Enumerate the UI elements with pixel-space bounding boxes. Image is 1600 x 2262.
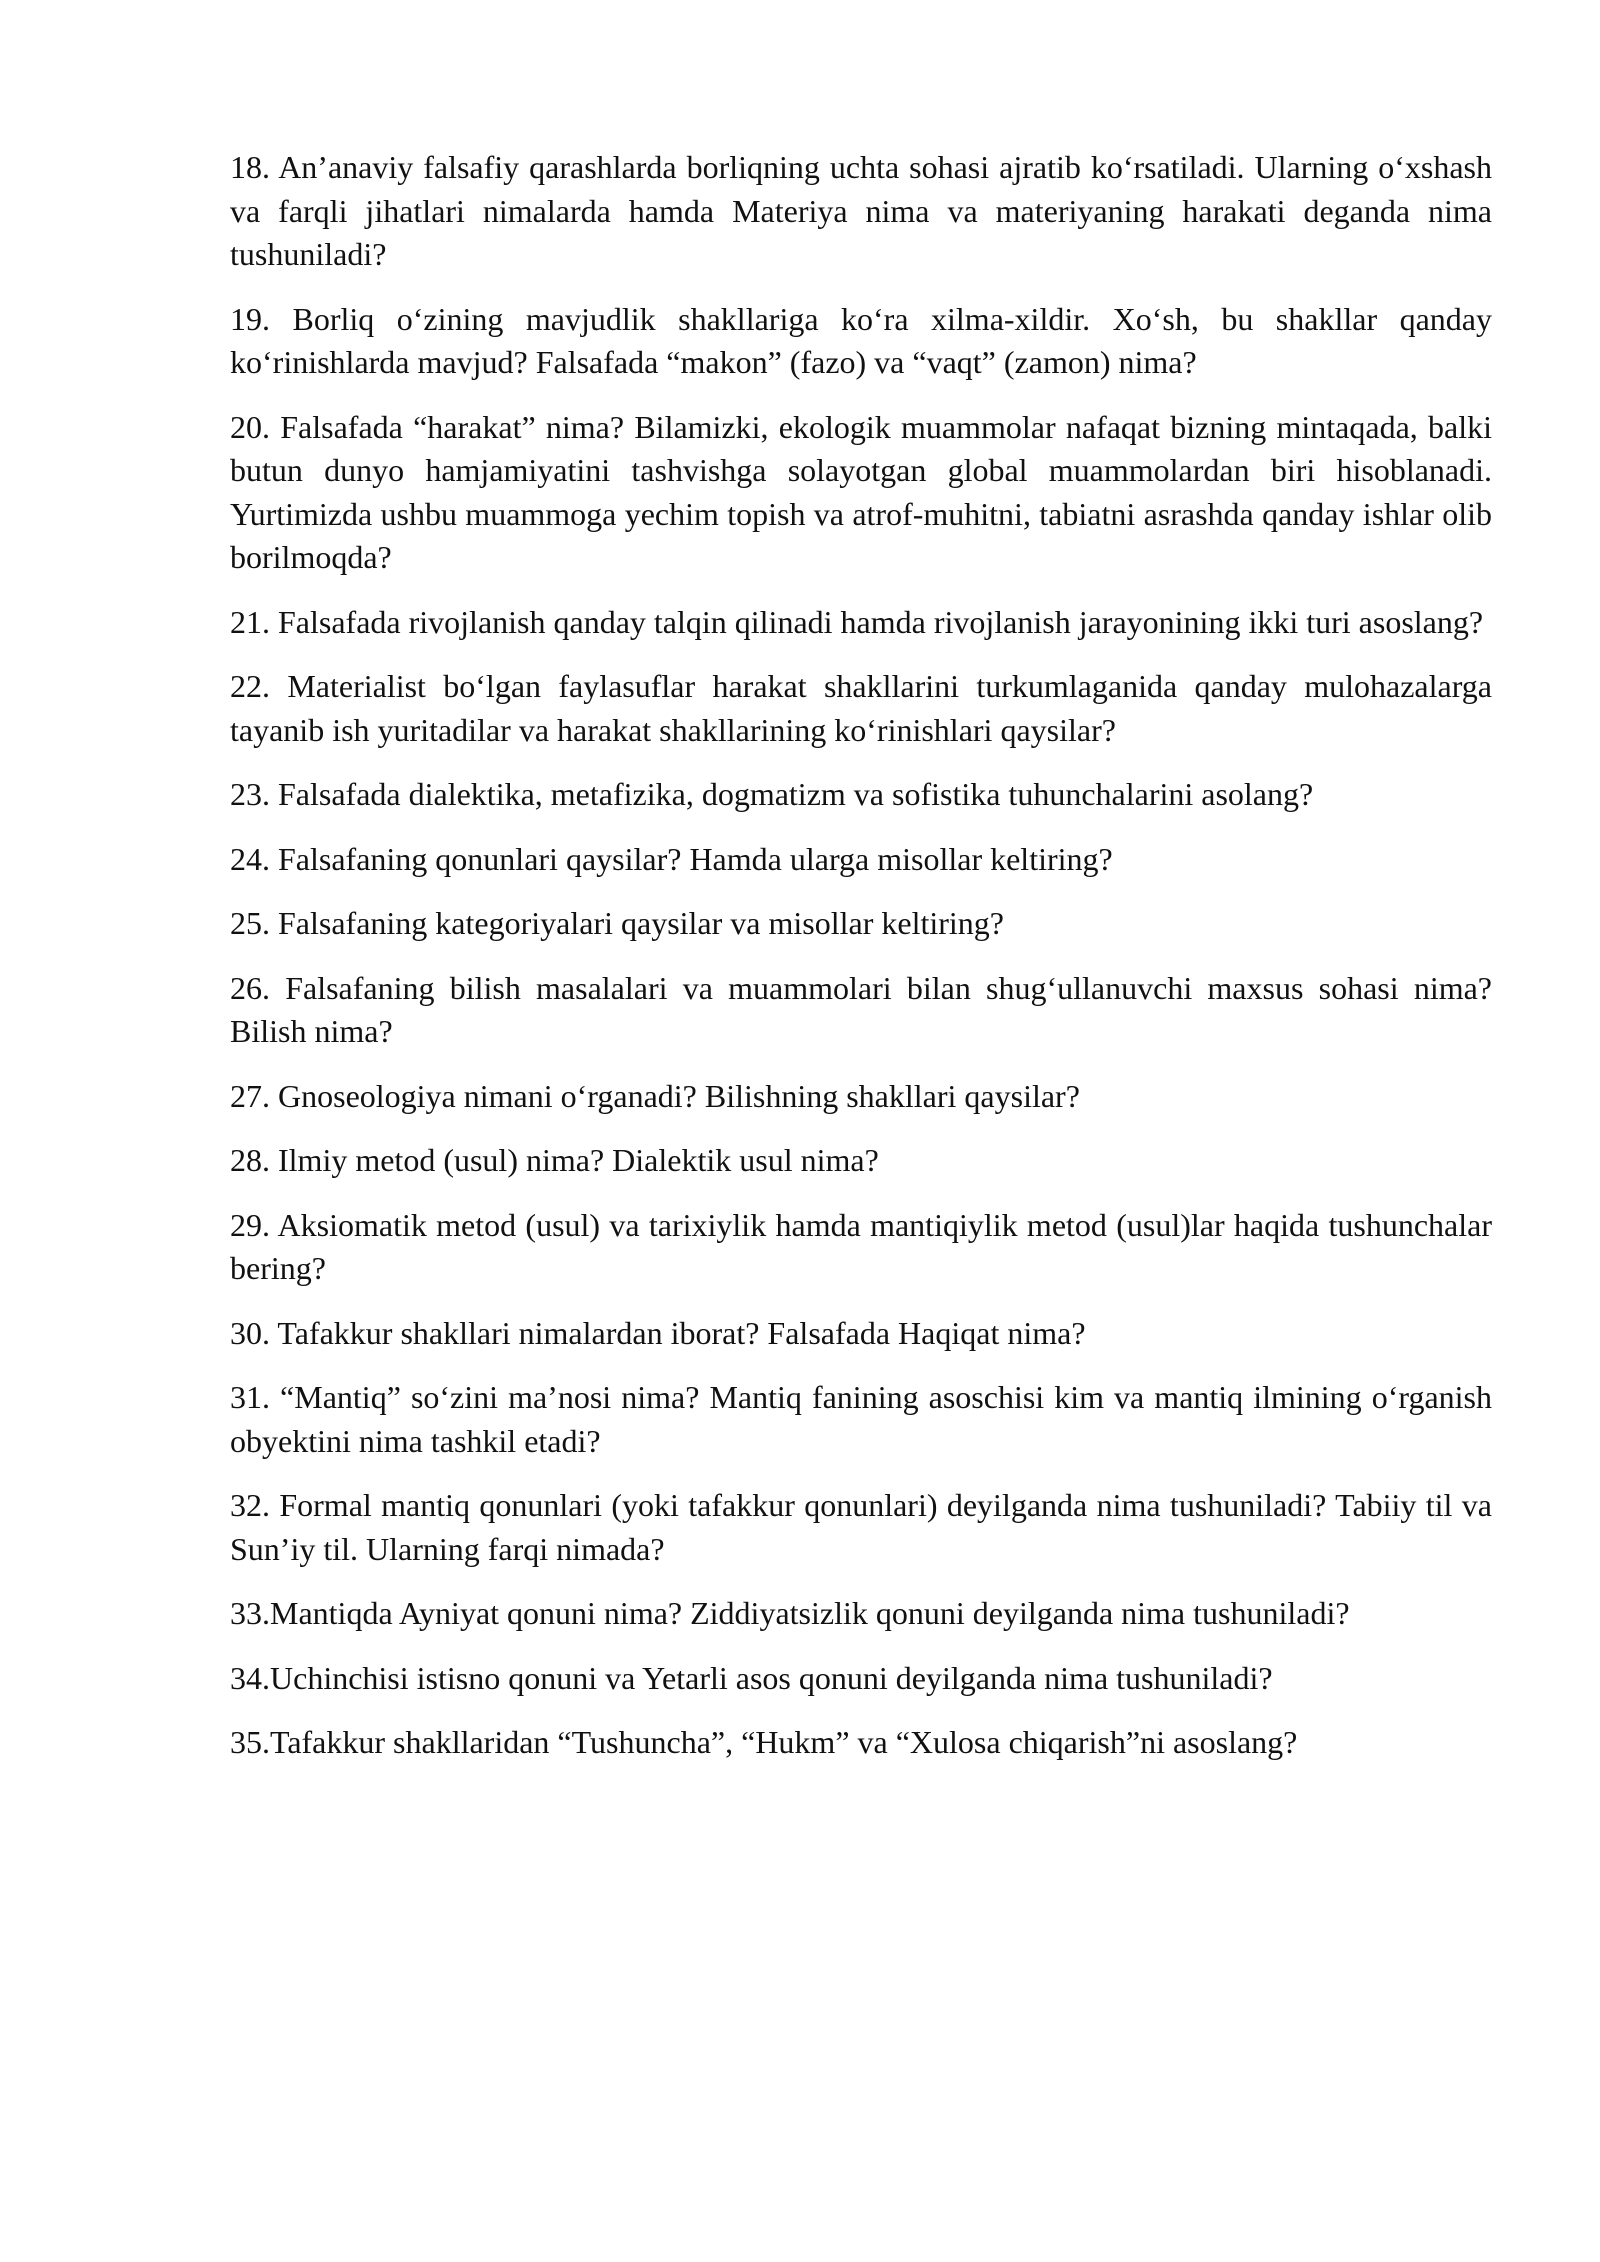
question-28: 28. Ilmiy metod (usul) nima? Dialektik usul nima?	[230, 1142, 879, 1178]
question-20: 20. Falsafada “harakat” nima? Bilamizki, ekologik muammolar nafaqat bizning mintaqada, balki butun dunyo hamjamiyatini tashvishga solayotgan global muammolardan biri hisoblanadi. Yurtimizda ushbu muammoga yechim topish va atrof-muhitni, tabiatni asrashda qanday ishlar olib borilmoqda?	[230, 408, 1492, 575]
question-24: 24. Falsafaning qonunlari qaysilar? Hamda ularga misollar keltiring?	[230, 840, 1113, 877]
question-18: 18. An’anaviy falsafiy qarashlarda borliqning uchta sohasi ajratib ko‘rsatiladi. Ularning o‘xshash va farqli jihatlari nimalarda hamda Materiya nima va materiyaning harakati deganda nima tushuniladi?	[230, 149, 1492, 272]
question-21: 21. Falsafada rivojlanish qanday talqin qilinadi hamda rivojlanish jarayonining ikki turi asoslang?	[230, 603, 1484, 640]
question-34: 34.Uchinchisi istisno qonuni va Yetarli asos qonuni deyilganda nima tushuniladi?	[230, 1659, 1273, 1696]
question-26: 26. Falsafaning bilish masalalari va muammolari bilan shug‘ullanuvchi maxsus sohasi nima? Bilish nima?	[230, 969, 1492, 1049]
question-29: 29. Aksiomatik metod (usul) va tarixiylik hamda mantiqiylik metod (usul)lar haqida tushunchalar bering?	[230, 1206, 1492, 1286]
question-35: 35.Tafakkur shakllaridan “Tushuncha”, “Hukm” va “Xulosa chiqarish”ni asoslang?	[230, 1724, 1298, 1760]
document-page	[230, 146, 1492, 1786]
question-25: 25. Falsafaning kategoriyalari qaysilar va misollar keltiring?	[230, 905, 1004, 941]
question-31: 31. “Mantiq” so‘zini ma’nosi nima? Mantiq fanining asoschisi kim va mantiq ilmining o‘rganish obyektini nima tashkil etadi?	[230, 1379, 1492, 1459]
question-19: 19. Borliq o‘zining mavjudlik shakllariga ko‘ra xilma-xildir. Xo‘sh, bu shakllar qanday ko‘rinishlarda mavjud? Falsafada “makon” (fazo) va “vaqt” (zamon) nima?	[230, 300, 1492, 380]
question-27: 27. Gnoseologiya nimani o‘rganadi? Bilishning shakllari qaysilar?	[230, 1077, 1080, 1114]
question-33: 33.Mantiqda Ayniyat qonuni nima? Ziddiyatsizlik qonuni deyilganda nima tushuniladi?	[230, 1595, 1350, 1631]
question-30: 30. Tafakkur shakllari nimalardan iborat? Falsafada Haqiqat nima?	[230, 1314, 1086, 1351]
question-23: 23. Falsafada dialektika, metafizika, dogmatizm va sofistika tuhunchalarini asolang?	[230, 776, 1314, 812]
question-32: 32. Formal mantiq qonunlari (yoki tafakkur qonunlari) deyilganda nima tushuniladi? Tabiiy til va Sun’iy til. Ularning farqi nimada?	[230, 1487, 1492, 1567]
question-22: 22. Materialist bo‘lgan faylasuflar harakat shakllarini turkumlaganida qanday mulohazalarga tayanib ish yuritadilar va harakat shakllarining ko‘rinishlari qaysilar?	[230, 668, 1492, 748]
